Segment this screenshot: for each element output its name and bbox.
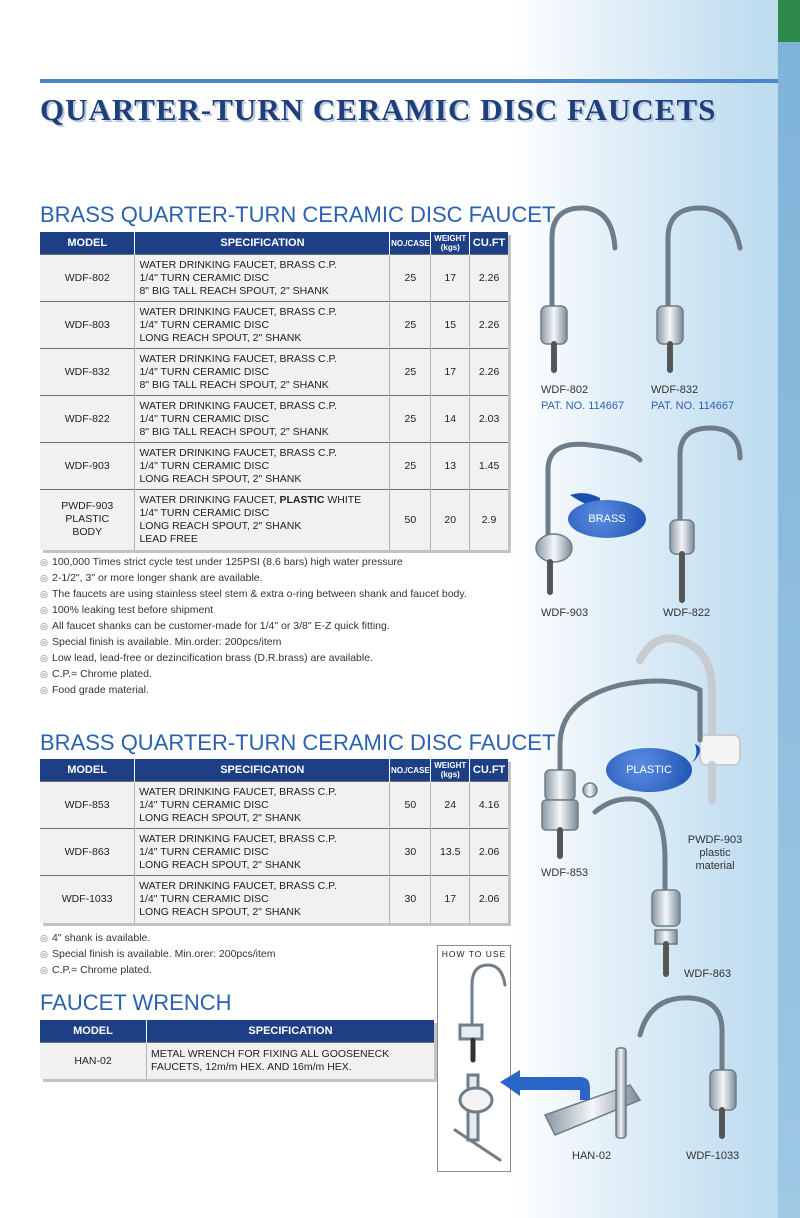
wdf1033-label: WDF-1033 [686,1150,740,1162]
wdf802-label: WDF-802 [541,384,589,396]
cuft-cell: 2.9 [470,490,508,550]
spec-cell: WATER DRINKING FAUCET, BRASS C.P. 1/4" TURN CERAMIC DISC LONG REACH SPOUT, 2" SHANK [135,782,390,829]
col-spec: SPECIFICATION [147,1020,435,1043]
faucet-wdf863-image [595,799,680,975]
note-item: ◎ C.P.= Chrome plated. [40,666,485,682]
weight-cell: 17 [431,349,470,396]
note-item: ◎ The faucets are using stainless steel stem & extra o-ring between shank and faucet body. [40,586,485,602]
spec-bold-text: PLASTIC [279,493,325,506]
faucet-wdf832-image [657,208,740,372]
note-item: ◎ All faucet shanks can be customer-made for 1/4" or 3/8" E-Z quick fitting. [40,618,485,634]
how-to-use-illustration [455,965,505,1160]
weight-cell: 24 [431,782,470,829]
nocase-cell: 25 [390,443,431,490]
col-weight: WEIGHT (kgs) [431,759,470,782]
note-item: ◎ Food grade material. [40,682,485,698]
blue-arrow-icon [500,1070,590,1100]
cuft-cell: 1.45 [470,443,508,490]
note-item: ◎ 100% leaking test before shipment [40,602,485,618]
nocase-cell: 30 [390,876,431,923]
weight-cell: 20 [431,490,470,550]
col-cuft: CU.FT [470,232,508,255]
model-cell: WDF-853 [40,782,135,829]
nocase-cell: 25 [390,302,431,349]
cuft-cell: 2.06 [470,876,508,923]
nocase-cell: 50 [390,490,431,550]
col-spec: SPECIFICATION [135,759,390,782]
nocase-cell: 50 [390,782,431,829]
col-model: MODEL [40,1020,147,1043]
note-item: ◎ Low lead, lead-free or dezincification brass (D.R.brass) are available. [40,650,485,666]
section3-title: FAUCET WRENCH [40,990,232,1015]
col-weight: WEIGHT (kgs) [431,232,470,255]
col-spec: SPECIFICATION [135,232,390,255]
brass-badge: BRASS [568,500,646,538]
cuft-cell: 2.26 [470,255,508,302]
note-item: ◎ C.P.= Chrome plated. [40,962,430,978]
note-item: ◎ Special finish is available. Min.orer: 200pcs/item [40,946,430,962]
weight-cell: 17 [431,876,470,923]
wdf822-label: WDF-822 [663,607,711,619]
plastic-badge-tail [688,744,700,765]
col-cuft: CU.FT [470,759,508,782]
weight-cell: 13.5 [431,829,470,876]
model-cell: HAN-02 [40,1043,147,1079]
wdf802-patent: PAT. NO. 114667 [541,400,625,412]
col-model: MODEL [40,232,135,255]
faucet-wdf822-image [670,428,740,600]
spec-cell: WATER DRINKING FAUCET, BRASS C.P. 1/4" TURN CERAMIC DISC 8" BIG TALL REACH SPOUT, 2" SHANK [135,255,390,302]
section1-title: BRASS QUARTER-TURN CERAMIC DISC FAUCET [40,202,556,227]
spec-cell: WATER DRINKING FAUCET, BRASS C.P. 1/4" TURN CERAMIC DISC LONG REACH SPOUT, 2" SHANK [135,302,390,349]
nocase-cell: 25 [390,349,431,396]
model-cell: WDF-903 [40,443,135,490]
han02-label: HAN-02 [572,1150,612,1162]
page-title: QUARTER-TURN CERAMIC DISC FAUCETS [40,92,717,127]
note-item: ◎ Special finish is available. Min.order: 200pcs/item [40,634,485,650]
spec-cell: WATER DRINKING FAUCET, BRASS C.P. 1/4" TURN CERAMIC DISC LONG REACH SPOUT, 2" SHANK [135,829,390,876]
wdf832-patent: PAT. NO. 114667 [651,400,735,412]
spec-cell: WATER DRINKING FAUCET, BRASS C.P. 1/4" TURN CERAMIC DISC 8" BIG TALL REACH SPOUT, 2" SHANK [135,349,390,396]
spec-text: WHITE 1/4" TURN CERAMIC DISC LONG REACH SPOUT, 2" SHANK LEAD FREE [139,493,362,545]
cuft-cell: 2.26 [470,302,508,349]
cuft-cell: 2.03 [470,396,508,443]
nocase-cell: 30 [390,829,431,876]
model-cell: WDF-822 [40,396,135,443]
spec-text: WATER DRINKING FAUCET, [139,493,280,506]
model-cell: PWDF-903 PLASTIC BODY [40,490,135,550]
model-cell: WDF-863 [40,829,135,876]
spec-cell: WATER DRINKING FAUCET, BRASS C.P. 1/4" TURN CERAMIC DISC 8" BIG TALL REACH SPOUT, 2" SHANK [135,396,390,443]
spec-cell: WATER DRINKING FAUCET, BRASS C.P. 1/4" TURN CERAMIC DISC LONG REACH SPOUT, 2" SHANK [135,443,390,490]
model-cell: WDF-803 [40,302,135,349]
wdf903-label: WDF-903 [541,607,589,619]
weight-cell: 15 [431,302,470,349]
cuft-cell: 2.06 [470,829,508,876]
pwdf903-label: PWDF-903 plastic material [687,834,743,872]
note-item: ◎ 100,000 Times strict cycle test under 125PSI (8.6 bars) high water pressure [40,554,485,570]
nocase-cell: 25 [390,396,431,443]
model-cell: WDF-832 [40,349,135,396]
cuft-cell: 2.26 [470,349,508,396]
nocase-cell: 25 [390,255,431,302]
wdf863-label: WDF-863 [684,968,732,980]
how-to-use-label: HOW TO USE [441,949,507,959]
weight-cell: 13 [431,443,470,490]
col-model: MODEL [40,759,135,782]
wrench-han02-image [545,1048,640,1138]
model-cell: WDF-1033 [40,876,135,923]
section2-title: BRASS QUARTER-TURN CERAMIC DISC FAUCET [40,730,556,755]
cuft-cell: 4.16 [470,782,508,829]
note-item: ◎ 4" shank is available. [40,930,430,946]
faucet-wdf802-image [541,208,615,372]
weight-cell: 17 [431,255,470,302]
note-item: ◎ 2-1/2", 3" or more longer shank are available. [40,570,485,586]
wdf832-label: WDF-832 [651,384,699,396]
col-nocase: NO./CASE [390,759,431,782]
weight-cell: 14 [431,396,470,443]
col-nocase: NO./CASE [390,232,431,255]
spec-cell: METAL WRENCH FOR FIXING ALL GOOSENECK FAUCETS, 12m/m HEX. AND 16m/m HEX. [147,1043,435,1079]
spec-cell: WATER DRINKING FAUCET, BRASS C.P. 1/4" TURN CERAMIC DISC LONG REACH SPOUT, 2" SHANK [135,876,390,923]
plastic-badge: PLASTIC [606,748,692,792]
faucet-wdf1033-image [640,998,736,1138]
wdf853-label: WDF-853 [541,867,589,879]
model-cell: WDF-802 [40,255,135,302]
